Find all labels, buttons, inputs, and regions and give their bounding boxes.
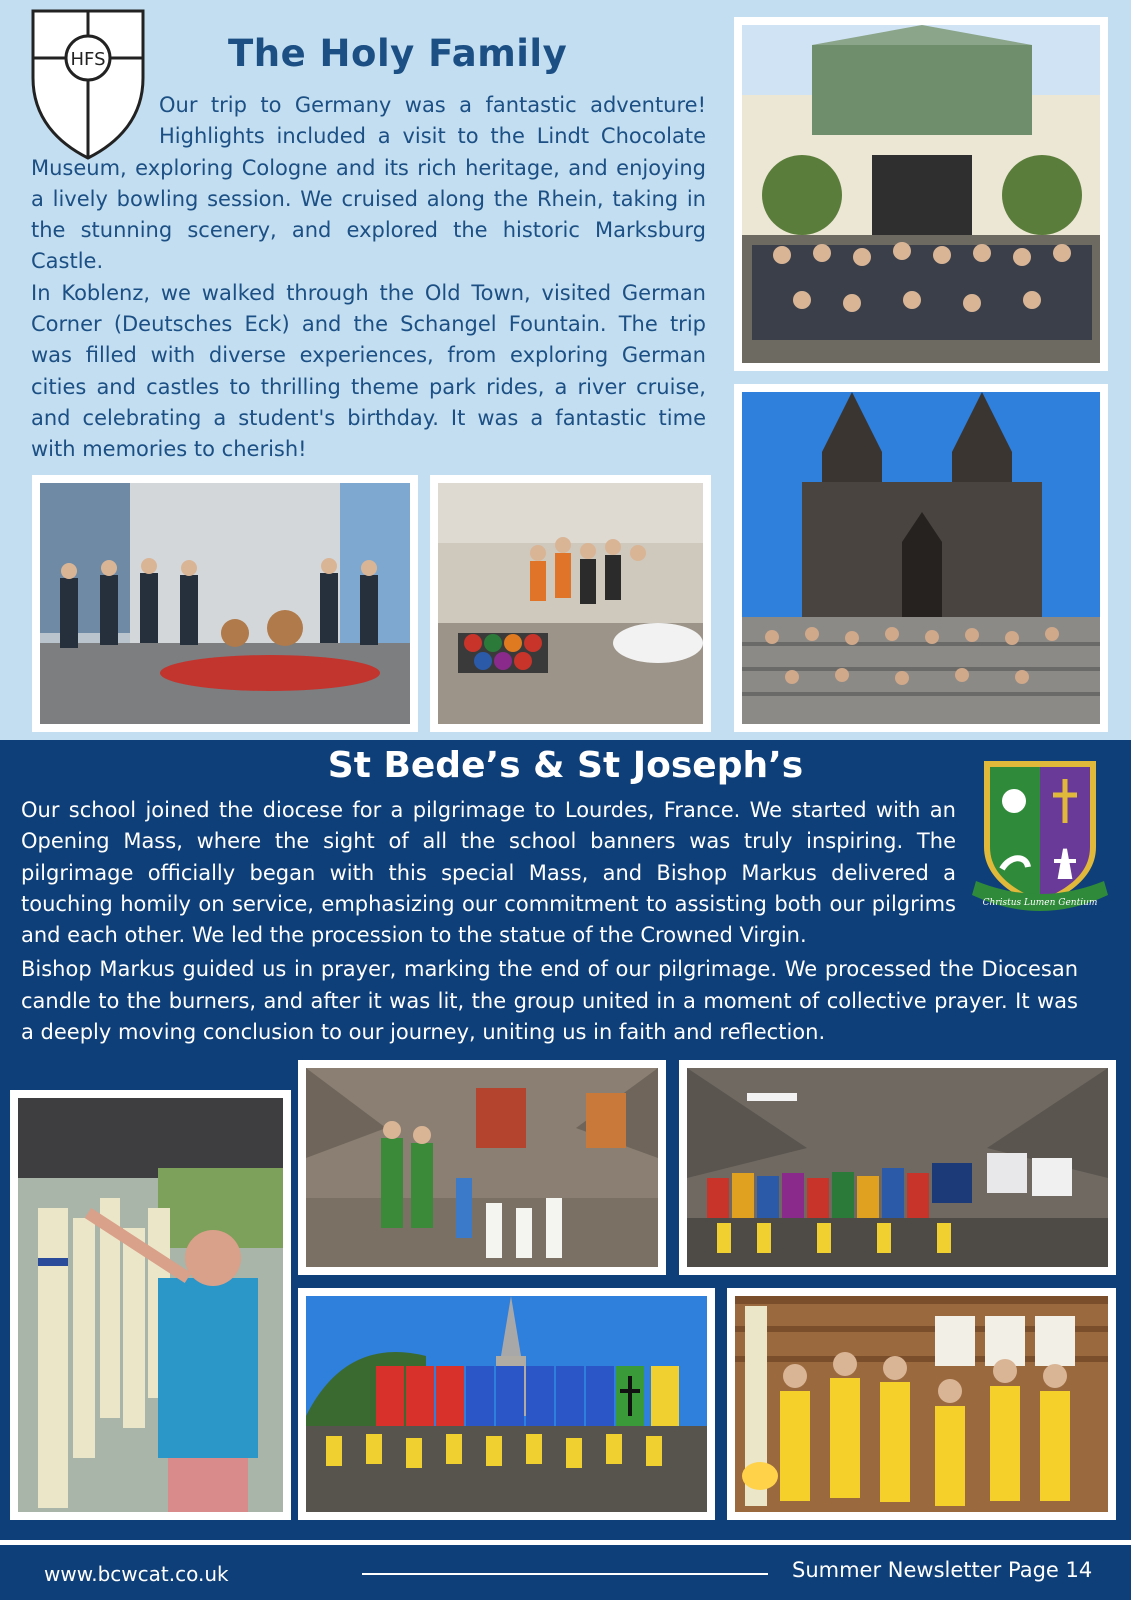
photo-frame-opening-mass [298,1060,666,1275]
section-title-st-bedes: St Bede’s & St Joseph’s [327,745,804,786]
holy-family-paragraph-2: In Koblenz, we walked through the Old Town, visited German Corner (Deutsches Eck) and the Schangel Fountain. The trip was filled with diverse experiences, from exploring German cities and castles to thrilling theme park rides, a river cruise, and celebrating a student's birthday. It was a fantastic time with memories to cherish! [31,280,706,462]
st-bedes-paragraph-2: Bishop Markus guided us in prayer, marking the end of our pilgrimage. We processed the Diocesan candle to the burners, and after it was lit, the group united in a moment of collective prayer. It was a deeply moving conclusion to our journey, uniting us in faith and reflection. [21,957,1078,1045]
photo-frame-lindt-museum [32,475,418,732]
photo-cologne-cathedral [742,392,1100,724]
photo-frame-candle-lighting [10,1090,291,1520]
photo-frame-bowling [430,475,711,732]
footer-page-label: Summer Newsletter Page 14 [792,1558,1093,1582]
photo-outdoor-procession [306,1296,707,1512]
section-title-holy-family: The Holy Family [228,32,568,75]
st-bedes-text [21,795,1078,1048]
photo-opening-mass [306,1068,658,1267]
photo-prayer-group [735,1296,1108,1512]
photo-frame-cologne-cathedral [734,384,1108,732]
photo-group-garden [742,25,1100,363]
footer-website: www.bcwcat.co.uk [44,1562,229,1586]
photo-lindt-museum [40,483,410,724]
photo-frame-prayer-group [727,1288,1116,1520]
holy-family-text [31,90,706,466]
photo-banners-basilica [687,1068,1108,1267]
photo-bowling [438,483,703,724]
photo-frame-banners-basilica [679,1060,1116,1275]
photo-candle-lighting [18,1098,283,1512]
svg-text:HFS: HFS [70,49,106,70]
st-bedes-paragraph-1: Our school joined the diocese for a pilgrimage to Lourdes, France. We started with an Opening Mass, where the sight of all the school banners was truly inspiring. The pilgrimage officially began with this special Mass, and Bishop Markus delivered a touching homily on service, emphasizing our commitment to assisting both our pilgrims and each other. We led the procession to the statue of the Crowned Virgin. [21,798,956,948]
holy-family-paragraph-1: Our trip to Germany was a fantastic adventure! Highlights included a visit to the Lindt Chocolate Museum, exploring Cologne and its rich heritage, and enjoying a lively bowling session. We cruised along the Rhein, taking in the stunning scenery, and explored the historic Marksburg Castle. [31,93,706,274]
photo-frame-outdoor-procession [298,1288,715,1520]
footer-divider [362,1573,768,1575]
photo-frame-group-garden [734,17,1108,371]
svg-text:Christus Lumen Gentium: Christus Lumen Gentium [982,898,1098,908]
